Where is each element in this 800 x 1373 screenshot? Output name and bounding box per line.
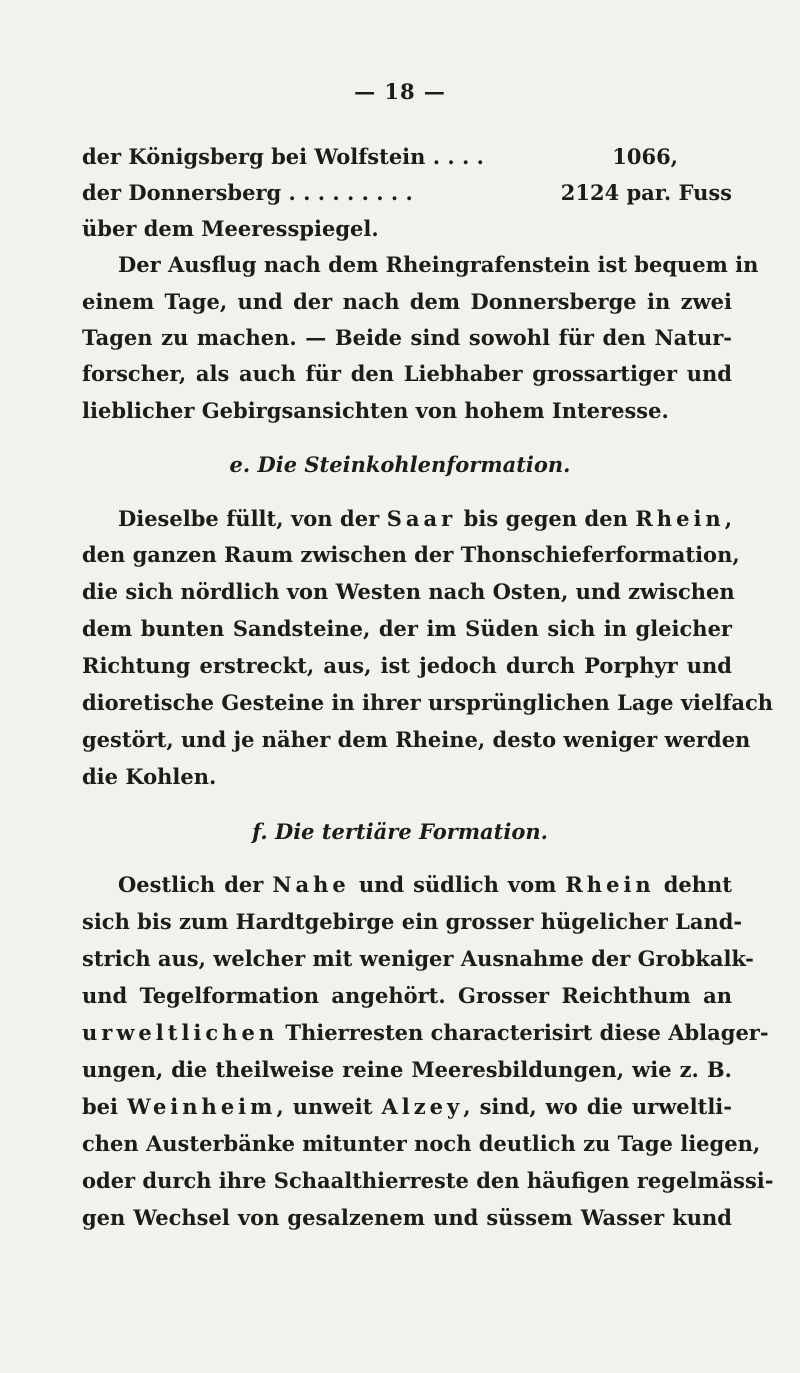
section-heading-f xyxy=(0,817,800,847)
text-line: strich aus, welcher mit weniger Ausnahme der Grobkalk- xyxy=(82,946,754,971)
text-line: bei Weinheim, unweit Alzey, sind, wo die urweltli- xyxy=(82,1094,732,1119)
text-line: und Tegelformation angehört. Grosser Reichthum an xyxy=(82,983,732,1008)
height-line-donnersberg: der Donnersberg . . . . . . . . . xyxy=(82,180,413,205)
section-label: f. xyxy=(252,819,268,844)
height-line-koenigsberg: der Königsberg bei Wolfstein . . . . xyxy=(82,144,484,169)
text-line: die sich nördlich von Westen nach Osten, und zwischen xyxy=(82,579,735,604)
text-line: dem bunten Sandsteine, der im Süden sich in gleicher xyxy=(82,616,732,641)
text-line: Tagen zu machen. — Beide sind sowohl für den Natur- xyxy=(82,325,732,350)
height-value-donnersberg: 2124 par. Fuss xyxy=(560,180,732,205)
height-value-koenigsberg: 1066, xyxy=(612,144,678,169)
text-line: lieblicher Gebirgsansichten von hohem Interesse. xyxy=(82,398,669,423)
text-line: dioretische Gesteine in ihrer ursprünglichen Lage vielfach xyxy=(82,690,774,715)
text-line: gestört, und je näher dem Rheine, desto weniger werden xyxy=(82,727,751,752)
text-line: gen Wechsel von gesalzenem und süssem Wasser kund xyxy=(82,1205,732,1230)
section-label: e. xyxy=(229,452,251,477)
text-line: chen Austerbänke mitunter noch deutlich zu Tage liegen, xyxy=(82,1131,761,1156)
section-title: Die tertiäre Formation. xyxy=(274,819,548,844)
text-line: einem Tage, und der nach dem Donnersberge in zwei xyxy=(82,289,732,314)
text-line: Dieselbe füllt, von der Saar bis gegen den Rhein, xyxy=(118,506,732,531)
text-line: forscher, als auch für den Liebhaber grossartiger und xyxy=(82,361,732,386)
section-title: Die Steinkohlenformation. xyxy=(257,452,571,477)
text-line: über dem Meeresspiegel. xyxy=(82,216,379,241)
text-line: Richtung erstreckt, aus, ist jedoch durch Porphyr und xyxy=(82,653,732,678)
text-line: Oestlich der Nahe und südlich vom Rhein dehnt xyxy=(118,872,732,897)
text-line: den ganzen Raum zwischen der Thonschieferformation, xyxy=(82,542,740,567)
section-heading-e xyxy=(0,450,800,480)
text-line: Der Ausflug nach dem Rheingrafenstein ist bequem in xyxy=(118,252,759,277)
text-line: die Kohlen. xyxy=(82,764,217,789)
page-number: — 18 — xyxy=(354,79,446,104)
text-line: oder durch ihre Schaalthierreste den häufigen regelmässi- xyxy=(82,1168,774,1193)
text-line: sich bis zum Hardtgebirge ein grosser hügelicher Land- xyxy=(82,909,743,934)
text-line: ungen, die theilweise reine Meeresbildungen, wie z. B. xyxy=(82,1057,732,1082)
text-line: urweltlichen Thierresten characterisirt diese Ablager- xyxy=(82,1020,769,1045)
